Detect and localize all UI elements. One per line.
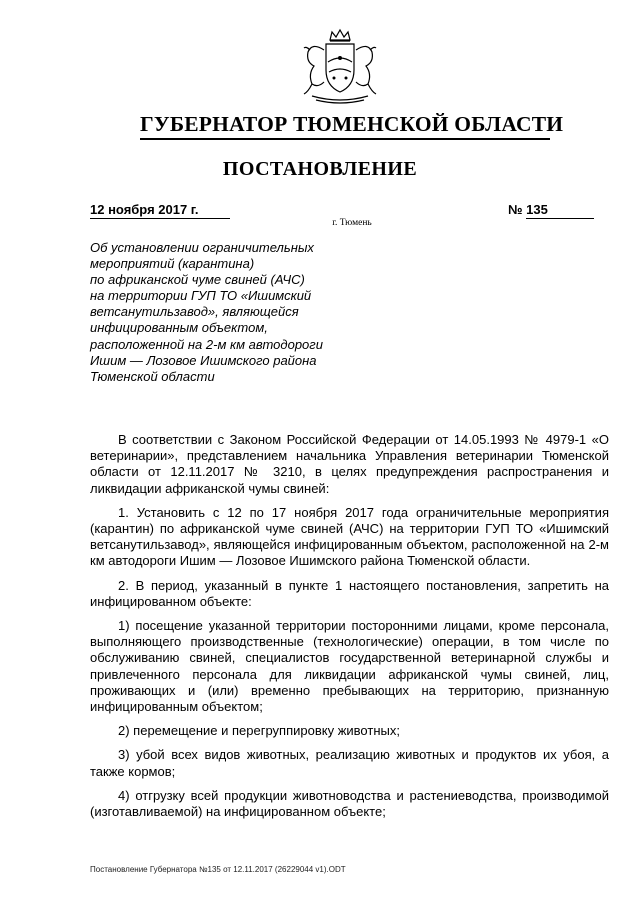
subject-line: Об установлении ограничительных — [90, 240, 314, 255]
body-paragraph-subitem-3: 3) убой всех видов животных, реализацию животных и продуктов их убоя, а также кормов; — [90, 747, 609, 779]
subject-line: Тюменской области — [90, 368, 215, 384]
document-number — [508, 202, 596, 219]
subject-line: мероприятий (карантина) — [90, 256, 255, 272]
page-footer: Постановление Губернатора №135 от 12.11.2017 (26229044 v1).ODT — [90, 865, 346, 874]
body-paragraph-item-1: 1. Установить с 12 по 17 ноября 2017 года ограничительные мероприятия (карантин) по африканской чуме свиней (АЧС) на территории ГУП ТО «Ишимский ветсанутильзавод», являющейся инфицированным объектом, расположенной на 2-м км автодороги Ишим — Лозовое Ишимского района Тюменской области. — [90, 504, 609, 569]
body-paragraph-item-2: 2. В период, указанный в пункте 1 настоящего постановления, запретить на инфицированном объекте: — [90, 577, 609, 609]
governor-title: ГУБЕРНАТОР ТЮМЕНСКОЙ ОБЛАСТИ — [140, 112, 550, 140]
document-body — [90, 432, 609, 828]
body-paragraph-subitem-1: 1) посещение указанной территории посторонними лицами, кроме персонала, выполняющего производственные (технологические) операции, в том числе по обслуживанию свиней, специалистов государственной ветеринарной службы и привлеченного персонала для ликвидации африканской чумы свиней, лиц, проживающих и (или) временно пребывающих на территорию, признанную инфицированным объектом; — [90, 618, 609, 715]
subject-line: ветсанутильзавод», являющейся — [90, 304, 299, 320]
subject-line: расположенной на 2-м км автодороги — [90, 336, 323, 352]
subject-line: инфицированным объектом, — [90, 320, 268, 336]
number-sign: № — [508, 202, 523, 217]
body-paragraph-preamble: В соответствии с Законом Российской Федерации от 14.05.1993 № 4979-1 «О ветеринарии», представлением начальника Управления ветеринарии Тюменской области от 12.11.2017 № 3210, в целях предупреждения распространения и ликвидации африканской чумы свиней: — [90, 432, 609, 496]
coat-of-arms-icon — [296, 28, 384, 106]
subject-line: по африканской чуме свиней (АЧС) — [90, 272, 305, 288]
subject-line: на территории ГУП ТО «Ишимский — [90, 288, 312, 304]
document-subject — [90, 240, 360, 385]
number-value: 135 — [526, 202, 594, 219]
document-city: г. Тюмень — [332, 218, 372, 228]
body-paragraph-subitem-4: 4) отгрузку всей продукции животноводства и растениеводства, производимой (изготавливаемой) на инфицированном объекте; — [90, 787, 609, 820]
subject-line: Ишим — Лозовое Ишимского района — [90, 352, 317, 368]
document-type-heading: ПОСТАНОВЛЕНИЕ — [222, 158, 418, 180]
document-date: 12 ноября 2017 г. — [90, 202, 230, 219]
body-paragraph-subitem-2: 2) перемещение и перегруппировку животных; — [118, 723, 400, 739]
